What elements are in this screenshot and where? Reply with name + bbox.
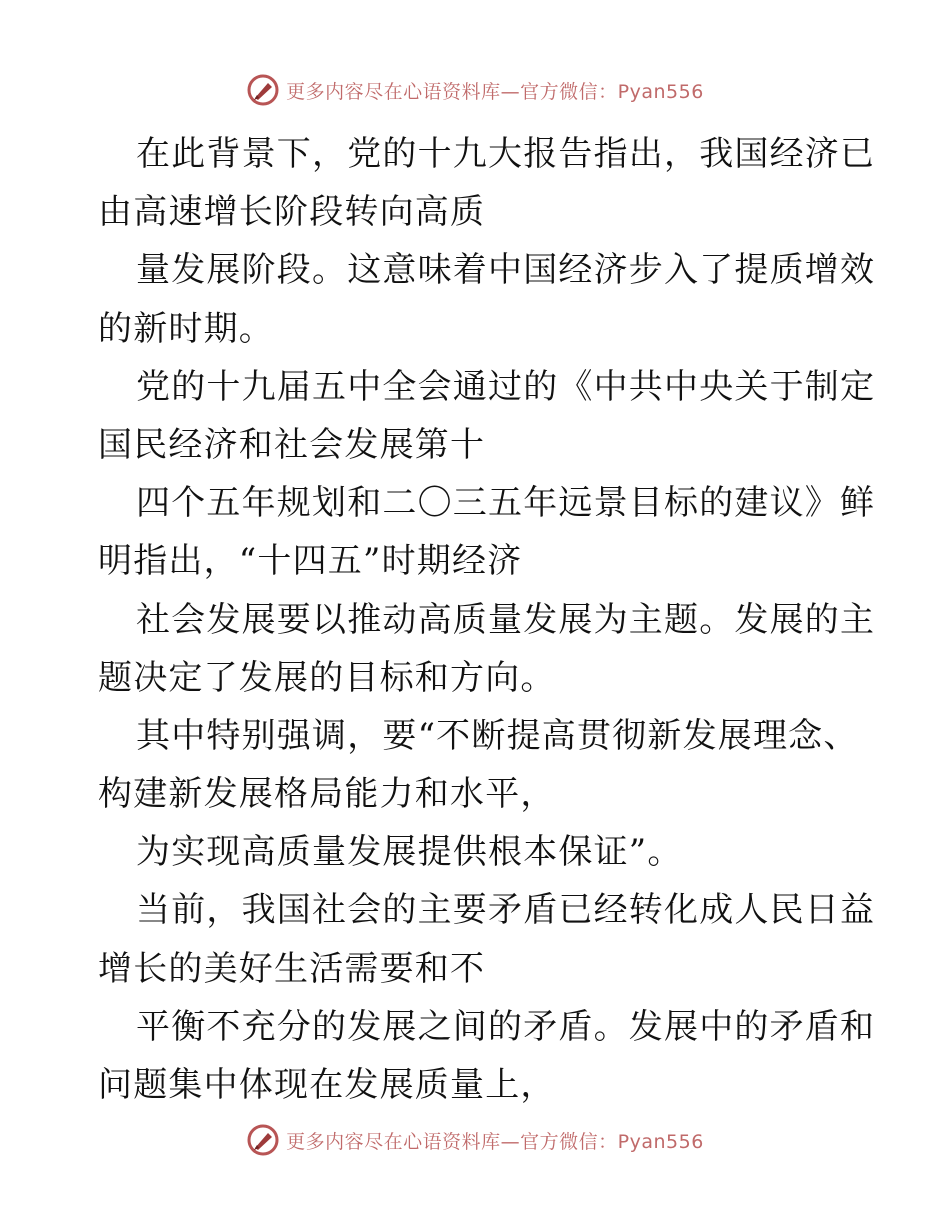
paragraph-line: 国民经济和社会发展第十	[98, 424, 486, 465]
pen-nib-circle-icon	[246, 1123, 280, 1157]
paragraph-line: 其中特别强调，要“不断提高贯彻新发展理念、	[136, 715, 859, 756]
document-body	[98, 125, 876, 1114]
paragraph-line: 的新时期。	[98, 308, 274, 349]
paragraph-line: 平衡不充分的发展之间的矛盾。发展中的矛盾和	[136, 1006, 876, 1047]
header-watermark-text: 更多内容尽在心语资料库—官方微信：Pyan556	[286, 80, 704, 103]
paragraph-line: 社会发展要以推动高质量发展为主题。发展的主	[136, 599, 876, 640]
header-watermark	[0, 70, 950, 110]
paragraph-line: 当前，我国社会的主要矛盾已经转化成人民日益	[136, 890, 876, 931]
paragraph-line: 题决定了发展的目标和方向。	[98, 657, 556, 698]
paragraph-line: 增长的美好生活需要和不	[98, 948, 486, 989]
pen-nib-circle-icon	[246, 73, 280, 107]
paragraph-line: 四个五年规划和二〇三五年远景目标的建议》鲜	[136, 483, 876, 524]
paragraph-line: 在此背景下，党的十九大报告指出，我国经济已	[136, 134, 876, 174]
paragraph-line: 由高速增长阶段转向高质	[98, 192, 486, 233]
paragraph-line: 为实现高质量发展提供根本保证”。	[136, 832, 683, 873]
paragraph-line: 量发展阶段。这意味着中国经济步入了提质增效	[136, 250, 876, 291]
paragraph-line: 党的十九届五中全会通过的《中共中央关于制定	[136, 366, 876, 407]
paragraph-line: 问题集中体现在发展质量上，	[98, 1065, 556, 1105]
footer-watermark	[0, 1120, 950, 1160]
paragraph-line: 构建新发展格局能力和水平，	[98, 774, 556, 815]
paragraph-line: 明指出，“十四五”时期经济	[98, 541, 523, 582]
footer-watermark-text: 更多内容尽在心语资料库—官方微信：Pyan556	[286, 1130, 704, 1153]
